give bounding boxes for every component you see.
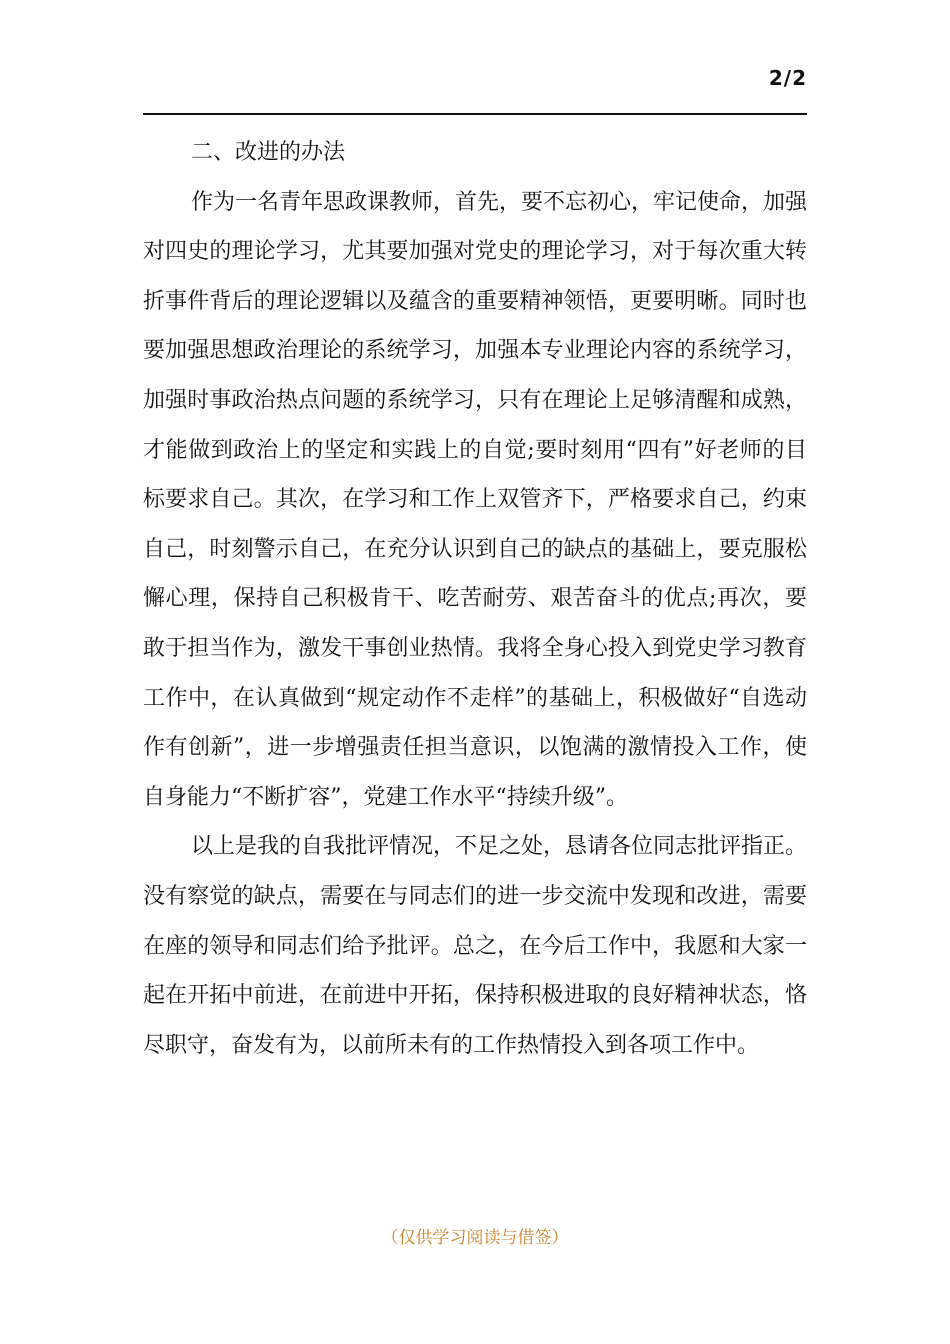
paragraph-improvement-methods: 作为一名青年思政课教师，首先，要不忘初心，牢记使命，加强对四史的理论学习，尤其要加强对党史的理论学习，对于每次重大转折事件背后的理论逻辑以及蕴含的重要精神领悟，更要明晰。同时也要加强思想政治理论的系统学习，加强本专业理论内容的系统学习，加强时事政治热点问题的系统学习，只有在理论上足够清醒和成熟，才能做到政治上的坚定和实践上的自觉;要时刻用“四有”好老师的目标要求自己。其次，在学习和工作上双管齐下，严格要求自己，约束自己，时刻警示自己，在充分认识到自己的缺点的基础上，要克服松懈心理，保持自己积极肯干、吃苦耐劳、艰苦奋斗的优点;再次，要敢于担当作为，激发干事创业热情。我将全身心投入到党史学习教育工作中，在认真做到“规定动作不走样”的基础上，积极做好“自选动作有创新”，进一步增强责任担当意识，以饱满的激情投入工作，使自身能力“不断扩容”，党建工作水平“持续升级”。 [143, 189, 808, 810]
header-divider [143, 113, 807, 115]
page-number: 2/2 [768, 66, 807, 90]
footer-note: （仅供学习阅读与借签） [381, 1228, 569, 1248]
document-body [143, 128, 807, 1070]
paragraph-conclusion: 以上是我的自我批评情况，不足之处，恳请各位同志批评指正。没有察觉的缺点，需要在与同志们的进一步交流中发现和改进，需要在座的领导和同志们给予批评。总之，在今后工作中，我愿和大家一起在开拓中前进，在前进中开拓，保持积极进取的良好精神状态，恪尽职守，奋发有为，以前所未有的工作热情投入到各项工作中。 [143, 834, 808, 1058]
section-heading: 二、改进的办法 [191, 140, 346, 165]
